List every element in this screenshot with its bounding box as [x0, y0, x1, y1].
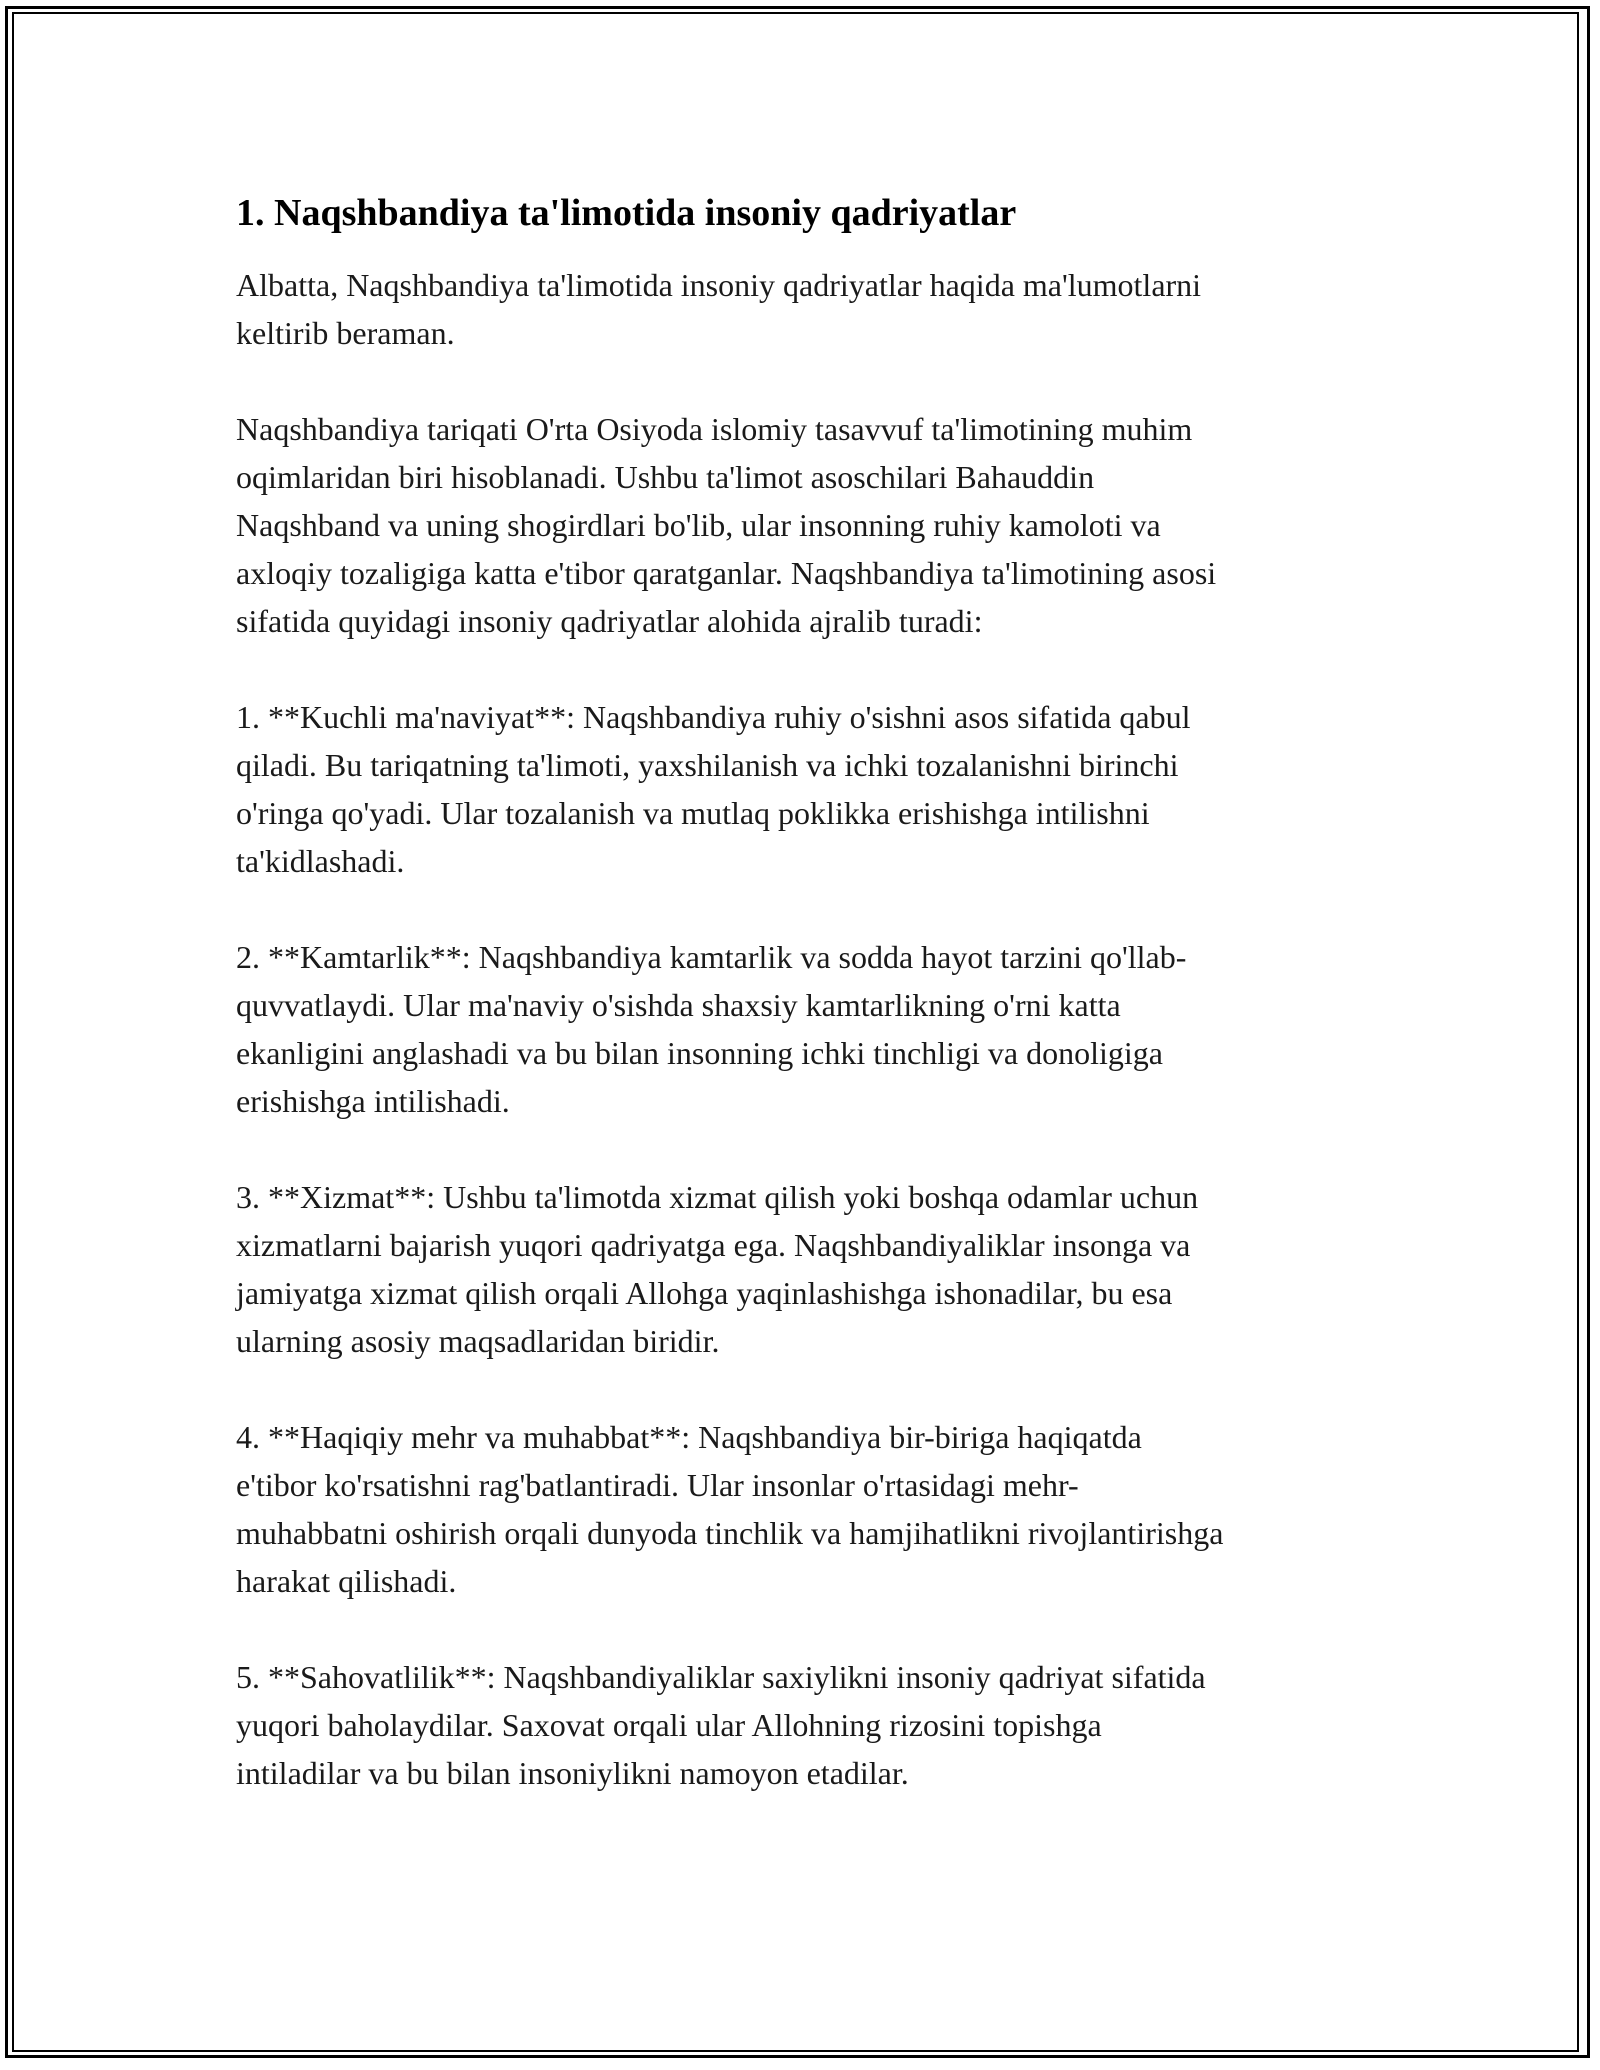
list-item-generosity: 5. **Sahovatlilik**: Naqshbandiyaliklar saxiylikni insoniy qadriyat sifatida yuqori baholaydilar. Saxovat orqali ular Allohning rizosini topishga intiladilar va bu bilan insoniylikni namoyon etadilar. [236, 1659, 1206, 1791]
document-body [236, 185, 1381, 1845]
list-item-service: 3. **Xizmat**: Ushbu ta'limotda xizmat qilish yoki boshqa odamlar uchun xizmatlarni bajarish yuqori qadriyatga ega. Naqshbandiyaliklar insonga va jamiyatga xizmat qilish orqali Allohga yaqinlashishga ishonadilar, bu esa ularning asosiy maqsadlaridan biridir. [236, 1179, 1199, 1359]
background-paragraph: Naqshbandiya tariqati O'rta Osiyoda islomiy tasavvuf ta'limotining muhim oqimlaridan biri hisoblanadi. Ushbu ta'limot asoschilari Bahauddin Naqshband va uning shogirdlari bo'lib, ular insonning ruhiy kamoloti va axloqiy tozaligiga katta e'tibor qaratganlar. Naqshbandiya ta'limotining asosi sifatida quyidagi insoniy qadriyatlar alohida ajralib turadi: [236, 411, 1217, 639]
list-item-love: 4. **Haqiqiy mehr va muhabbat**: Naqshbandiya bir-biriga haqiqatda e'tibor ko'rsatishni rag'batlantiradi. Ular insonlar o'rtasidagi mehr- muhabbatni oshirish orqali dunyoda tinchlik va hamjihatlikni rivojlantirishga harakat qilishadi. [236, 1419, 1224, 1599]
list-item-humility: 2. **Kamtarlik**: Naqshbandiya kamtarlik va sodda hayot tarzini qo'llab- quvvatlaydi. Ular ma'naviy o'sishda shaxsiy kamtarlikning o'rni katta ekanligini anglashadi va bu bilan insonning ichki tinchligi va donoligiga erishishga intilishadi. [236, 939, 1187, 1119]
intro-paragraph: Albatta, Naqshbandiya ta'limotida insoniy qadriyatlar haqida ma'lumotlarni keltirib beraman. [236, 267, 1202, 351]
document-title: 1. Naqshbandiya ta'limotida insoniy qadriyatlar [236, 192, 1017, 234]
list-item-spirituality: 1. **Kuchli ma'naviyat**: Naqshbandiya ruhiy o'sishni asos sifatida qabul qiladi. Bu tariqatning ta'limoti, yaxshilanish va ichki tozalanishni birinchi o'ringa qo'yadi. Ular tozalanish va mutlaq poklikka erishishga intilishni ta'kidlashadi. [236, 699, 1191, 879]
